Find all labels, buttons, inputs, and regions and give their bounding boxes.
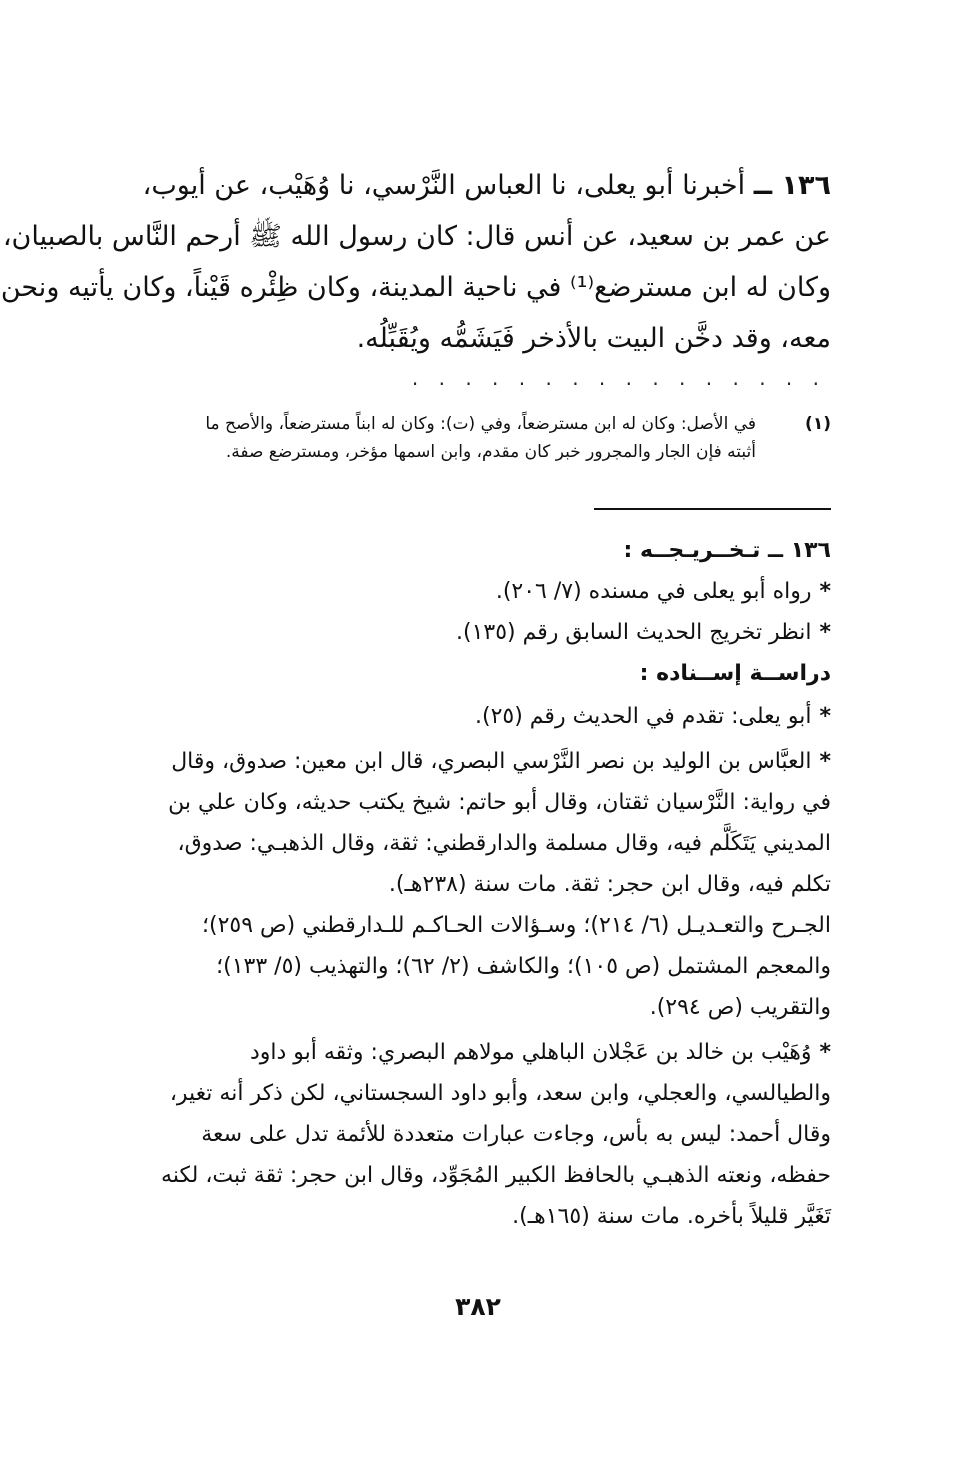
bullet-star: * bbox=[819, 620, 831, 645]
reference-line: والتقريب (ص ٢٩٤). bbox=[649, 995, 831, 1020]
section-divider-rule bbox=[594, 508, 831, 510]
narrator-line: والطيالسي، والعجلي، وابن سعد، وأبو داود السجستاني، لكن ذكر أنه تغير، bbox=[169, 1081, 831, 1106]
bullet-star: * bbox=[819, 749, 831, 774]
bullet-star: * bbox=[819, 1040, 831, 1065]
narrator-line: تَغَيَّر قليلاً بأخره. مات سنة (١٦٥هـ). bbox=[512, 1204, 831, 1229]
takhrij-section bbox=[81, 530, 831, 1237]
footnote bbox=[81, 410, 831, 466]
narrator-line: *العبَّاس بن الوليد بن نصر النَّرْسي البصري، قال ابن معين: صدوق، وقال bbox=[171, 749, 831, 774]
hadith-number: ١٣٦ ــ bbox=[753, 170, 831, 201]
footnote-separator-dots: . . . . . . . . . . . . . . . . bbox=[411, 366, 826, 390]
hadith-line: وكان له ابن مسترضع⁽¹⁾ في ناحية المدينة، وكان ظِئْره قَيْناً، وكان يأتيه ونحن bbox=[0, 272, 831, 303]
bullet-star: * bbox=[819, 579, 831, 604]
reference-line: والمعجم المشتمل (ص ١٠٥)؛ والكاشف (٢/ ٦٢)؛ والتهذيب (٥/ ١٣٣)؛ bbox=[216, 954, 831, 979]
footnote-text bbox=[81, 410, 756, 466]
footnote-line: أثبته فإن الجار والمجرور خبر كان مقدم، وابن اسمها مؤخر، ومسترضع صفة. bbox=[225, 442, 756, 462]
narrator-line: في رواية: النَّرْسيان ثقتان، وقال أبو حاتم: شيخ يكتب حديثه، وكان علي بن bbox=[168, 790, 831, 815]
isnad-title: دراســة إســناده : bbox=[639, 661, 831, 686]
source-item: *انظر تخريج الحديث السابق رقم (١٣٥). bbox=[456, 620, 831, 645]
narrator-entry bbox=[81, 696, 831, 737]
narrator-line: *وُهَيْب بن خالد بن عَجْلان الباهلي مولاهم البصري: وثقه أبو داود bbox=[249, 1040, 831, 1065]
hadith-text-block bbox=[0, 160, 831, 364]
reference-line: الجـرح والتعـديـل (٦/ ٢١٤)؛ وسـؤالات الحـاكـم للـدارقطني (ص ٢٥٩)؛ bbox=[202, 913, 831, 938]
narrator-line: وقال أحمد: ليس به بأس، وجاءت عبارات متعددة للأئمة تدل على سعة bbox=[201, 1122, 831, 1147]
hadith-line: عن عمر بن سعيد، عن أنس قال: كان رسول الله ﷺ أرحم النَّاس بالصبيان، bbox=[2, 221, 831, 252]
hadith-line: ١٣٦ ــ أخبرنا أبو يعلى، نا العباس النَّرْسي، نا وُهَيْب، عن أيوب، bbox=[142, 170, 831, 201]
narrator-line: المديني يَتَكَلَّم فيه، وقال مسلمة والدارقطني: ثقة، وقال الذهبـي: صدوق، bbox=[177, 831, 831, 856]
narrator-line: *أبو يعلى: تقدم في الحديث رقم (٢٥). bbox=[475, 704, 831, 729]
page-number: ٣٨٢ bbox=[455, 1292, 501, 1321]
hadith-line: معه، وقد دخَّن البيت بالأذخر فَيَشَمُّه ويُقَبِّلُه. bbox=[356, 323, 831, 354]
narrator-line: حفظه، ونعته الذهبـي بالحافظ الكبير المُجَوِّد، وقال ابن حجر: ثقة ثبت، لكنه bbox=[161, 1163, 831, 1188]
bullet-star: * bbox=[819, 704, 831, 729]
takhrij-heading: ١٣٦ ــ تـخــريـجــه : bbox=[623, 538, 831, 563]
footnote-marker: (١) bbox=[805, 414, 831, 434]
footnote-line: في الأصل: وكان له ابن مسترضعاً، وفي (ت): وكان له ابناً مسترضعاً، والأصح ما bbox=[205, 414, 756, 434]
narrator-line: تكلم فيه، وقال ابن حجر: ثقة. مات سنة (٢٣٨هـ). bbox=[388, 872, 831, 897]
narrator-entry bbox=[81, 1032, 831, 1237]
source-item: *رواه أبو يعلى في مسنده (٧/ ٢٠٦). bbox=[495, 579, 831, 604]
narrator-entry bbox=[81, 741, 831, 1028]
